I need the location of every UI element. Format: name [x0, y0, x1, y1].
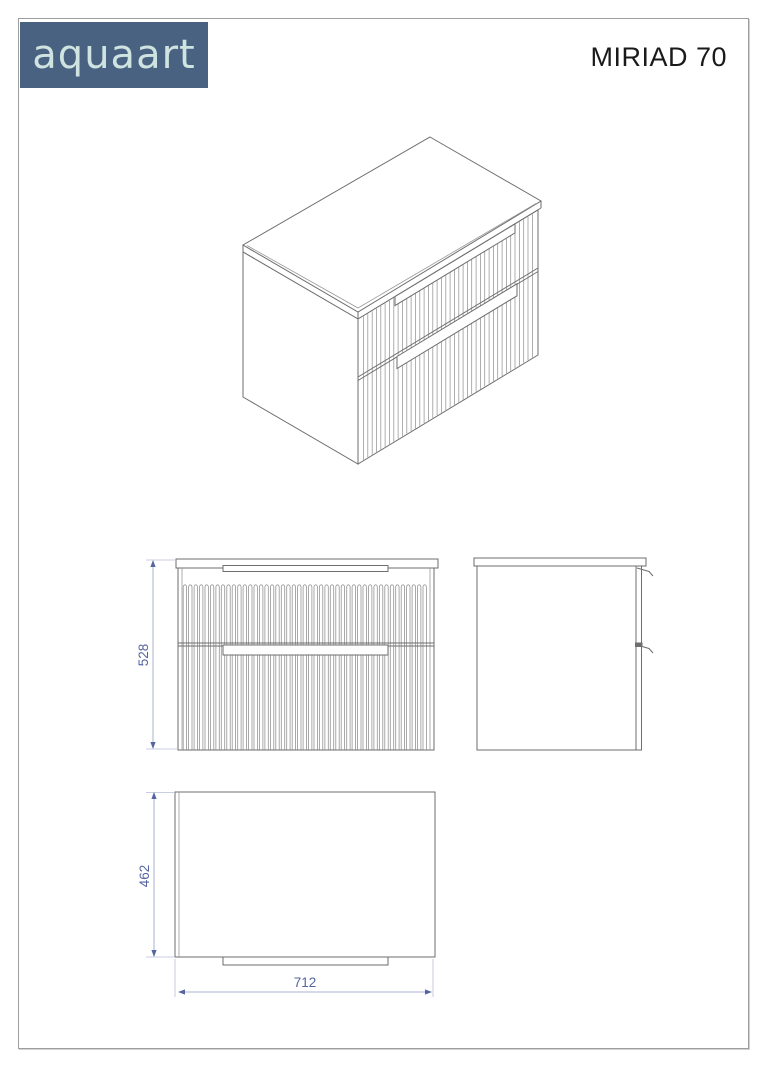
logo-text: aquaart	[32, 32, 196, 78]
dimension-depth	[137, 792, 175, 957]
dimension-height	[136, 560, 177, 749]
top-handle-notch	[223, 957, 388, 965]
front-handle-top-drawer	[223, 566, 388, 572]
dimension-width-label: 712	[293, 975, 317, 990]
front-handle-bottom-drawer	[223, 645, 388, 655]
side-drawer-front-edge	[636, 566, 642, 750]
dimension-depth-label: 462	[137, 864, 152, 888]
top-countertop-outline	[175, 792, 435, 957]
isometric-view	[243, 137, 541, 464]
side-countertop	[474, 558, 646, 566]
front-view	[136, 559, 438, 750]
side-body	[477, 566, 636, 750]
product-title: MIRIAD 70	[590, 42, 727, 72]
top-view	[137, 792, 435, 997]
dimension-height-label: 528	[136, 643, 151, 667]
side-view	[474, 558, 653, 750]
